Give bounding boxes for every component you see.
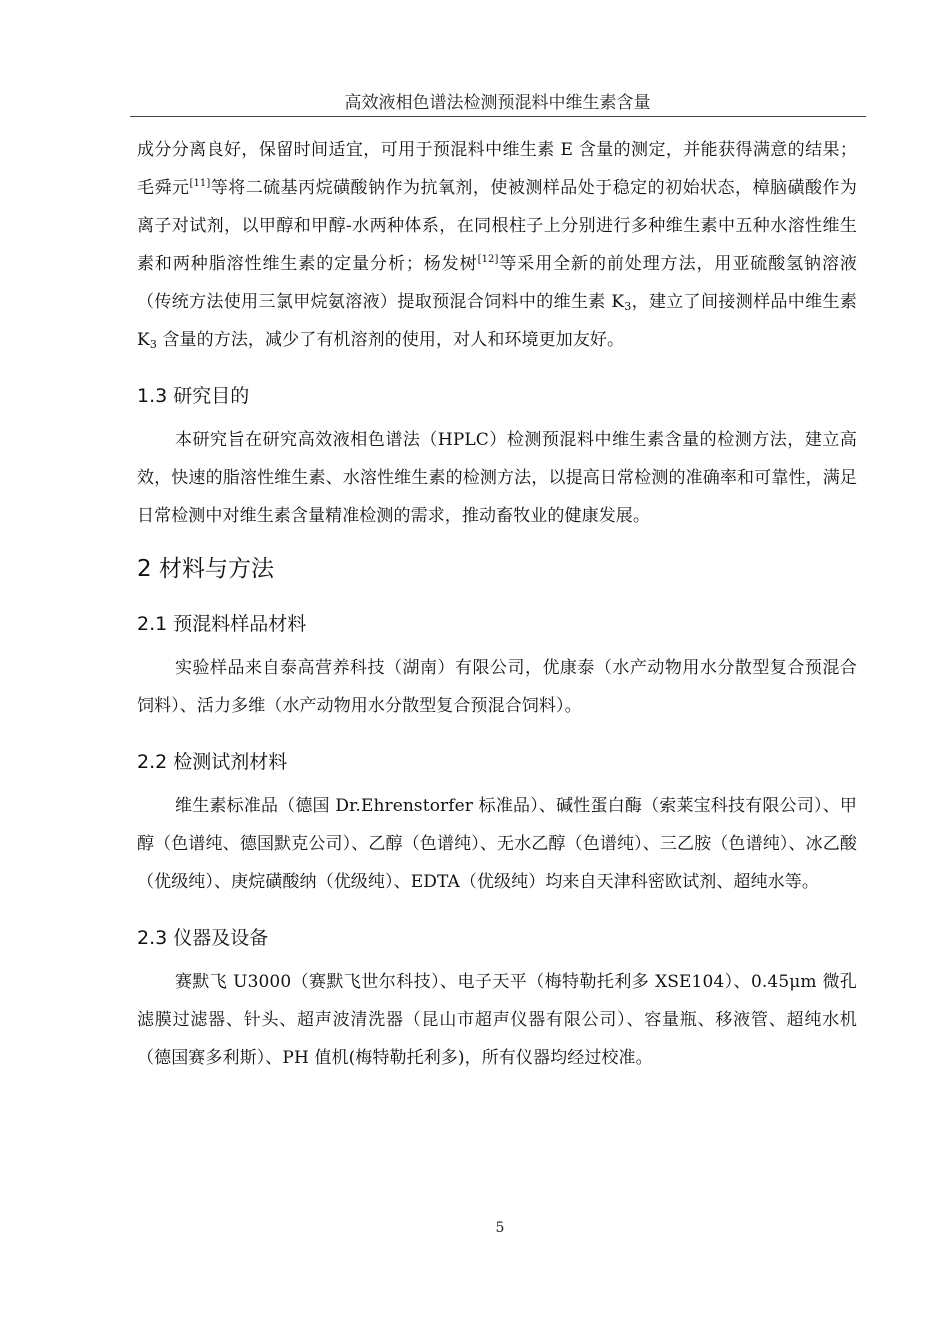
section-body-2-1: 实验样品来自泰高营养科技（湖南）有限公司，优康泰（水产动物用水分散型复合预混合饲料）、活力多维（水产动物用水分散型复合预混合饲料）。: [137, 658, 857, 716]
citation-11: [11]: [189, 178, 211, 189]
chapter-heading-2: 2 材料与方法: [137, 556, 274, 582]
page-content: [137, 131, 857, 1077]
section-heading-2-3: 2.3 仪器及设备: [137, 927, 269, 949]
subscript-3: 3: [149, 338, 157, 351]
running-header: 高效液相色谱法检测预混料中维生素含量: [344, 93, 651, 113]
section-heading-2-2: 2.2 检测试剂材料: [137, 751, 288, 773]
intro-text-d: ，建立了间接测样品中维生素 K: [137, 292, 857, 350]
intro-text-a: 成分分离良好，保留时间适宜，可用于预混料中维生素 E 含量的测定，并能获得满意的结果；毛舜元: [137, 140, 857, 198]
intro-text-c: 等采用全新的前处理方法，用亚硫酸氢钠溶液（传统方法使用三氯甲烷氨溶液）提取预混合饲料中的维生素 K: [137, 254, 858, 312]
citation-12: [12]: [477, 254, 499, 265]
intro-paragraph: [137, 131, 857, 359]
section-heading-1-3: 1.3 研究目的: [137, 385, 250, 407]
subscript-3: 3: [624, 300, 632, 313]
intro-text-e: 含量的方法，减少了有机溶剂的使用，对人和环境更加友好。: [156, 330, 625, 350]
intro-text-b: 等将二硫基丙烷磺酸钠作为抗氧剂，使被测样品处于稳定的初始状态，樟脑磺酸作为离子对试剂，以甲醇和甲醇-水两种体系，在同根柱子上分别进行多种维生素中五种水溶性维生素和两种脂溶性维生素的定量分析；杨发树: [137, 178, 857, 274]
section-body-2-3: 赛默飞 U3000（赛默飞世尔科技）、电子天平（梅特勒托利多 XSE104）、0.45μm 微孔滤膜过滤器、针头、超声波清洗器（昆山市超声仪器有限公司）、容量瓶、移液管、超纯水机（德国赛多利斯）、PH 值机(梅特勒托利多)，所有仪器均经过校准。: [137, 972, 857, 1068]
section-body-2-2: 维生素标准品（德国 Dr.Ehrenstorfer 标准品）、碱性蛋白酶（索莱宝科技有限公司）、甲醇（色谱纯、德国默克公司）、乙醇（色谱纯）、无水乙醇（色谱纯）、三乙胺（色谱纯）、冰乙酸（优级纯）、庚烷磺酸纳（优级纯）、EDTA（优级纯）均来自天津科密欧试剂、超纯水等。: [137, 796, 857, 892]
header-rule: [130, 116, 866, 117]
page-number: 5: [495, 1220, 505, 1236]
section-heading-2-1: 2.1 预混料样品材料: [137, 613, 307, 635]
section-body-1-3: 本研究旨在研究高效液相色谱法（HPLC）检测预混料中维生素含量的检测方法，建立高效，快速的脂溶性维生素、水溶性维生素的检测方法，以提高日常检测的准确率和可靠性，满足日常检测中对维生素含量精准检测的需求，推动畜牧业的健康发展。: [137, 430, 857, 526]
